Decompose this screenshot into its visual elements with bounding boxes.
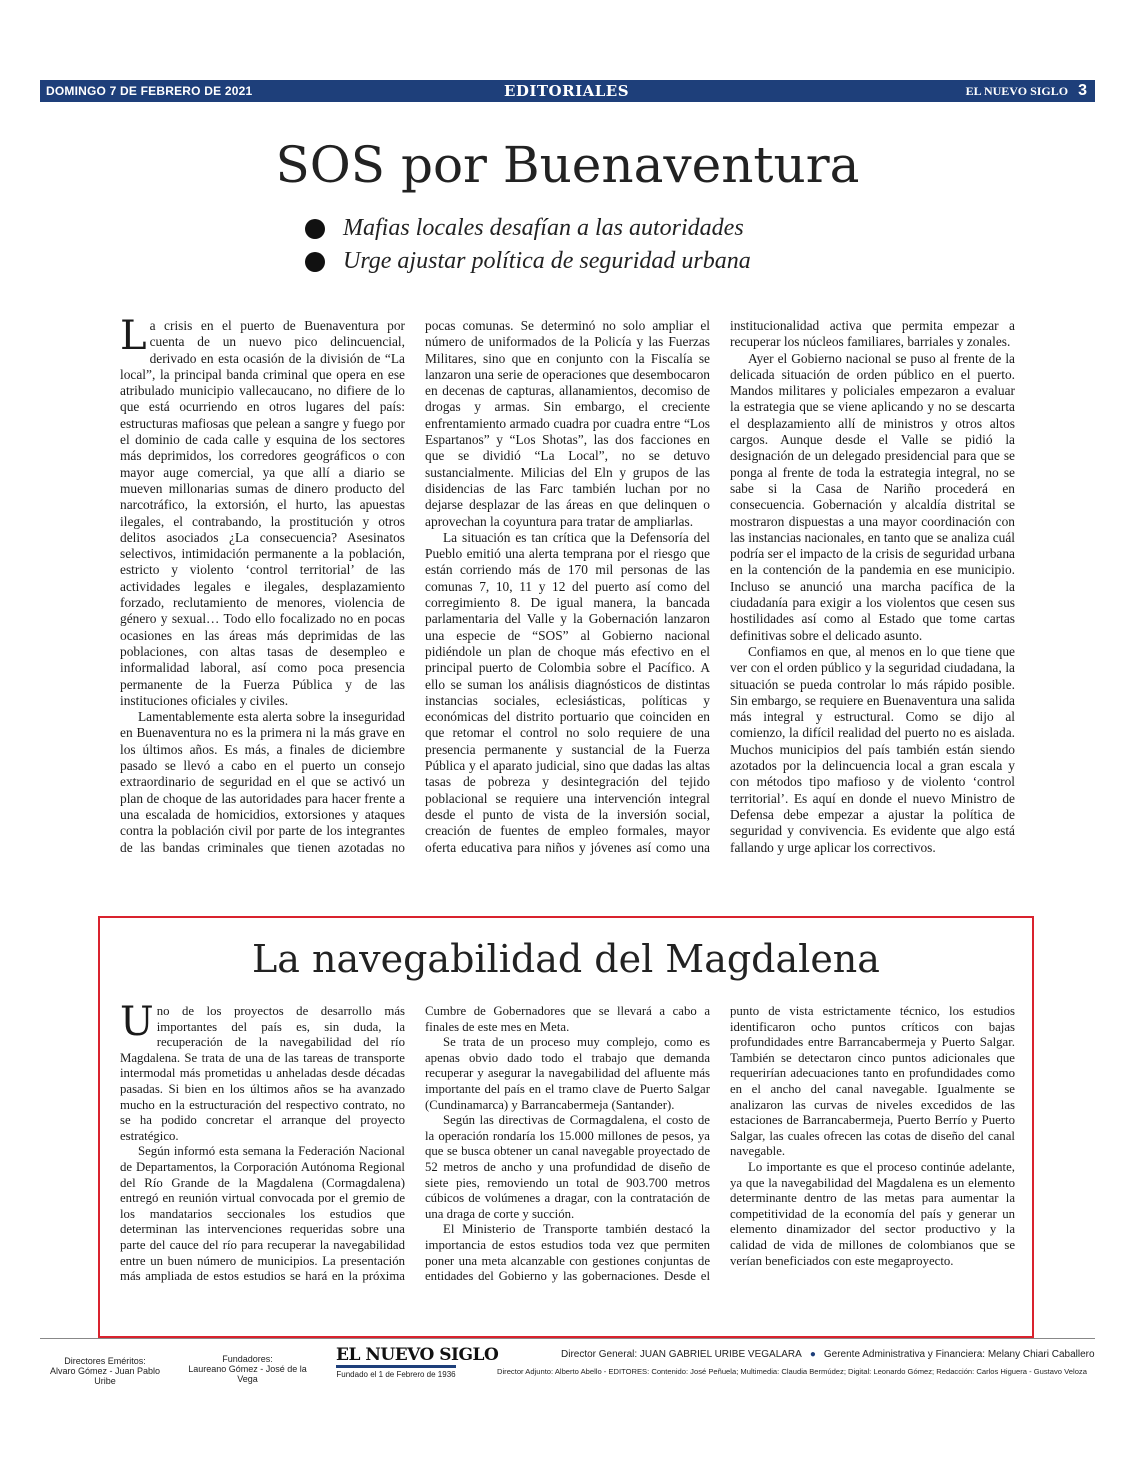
paragraph: Lamentablemente esta alerta sobre la inseguridad en Buenaventura no es la primera ni la más grave en los últimos años. Es más, a finales de diciembre pasado se llevó a cabo en el puerto un consejo extraordinario de seguridad en el que se activó un plan de choque de las autoridades para hacer frente a una escalada de homicidios, extorsiones y ataques contra la población civil por parte de los integrantes de las bandas criminales que tienen azotadas no pocas comunas. Se determinó no solo ampliar el número de uniformados de la Policía y las Fuerzas Militares, sino que en conjunto con la Fiscalía se lanzaron una serie de operaciones que desembocaron en decenas de capturas, allanamientos, decomiso de drogas y armas. Sin embargo, el creciente enfrentamiento armado cuadra por cuadra entre “Los Espartanos” y “Los Shotas”, las dos facciones en que se dividió “La Local”, no se detuvo sustancialmente. Milicias del Eln y grupos de las disidencias de las Farc también luchan por no dejarse desplazar de las áreas en que delinquen o aprovechan la coyuntura para tratar de ampliarlas. bbox=[120, 318, 710, 855]
header-paper-name: EL NUEVO SIGLO bbox=[965, 84, 1069, 98]
directores-names: Alvaro Gómez - Juan Pablo Uribe bbox=[49, 1366, 161, 1386]
drop-cap: U bbox=[120, 999, 154, 1045]
paragraph: El Ministerio de Transporte también destacó la importancia de estos estudios toda vez que permiten poner una meta alcanzable con gestiones conjuntas de entidades del Gobierno y las gobernaciones. Desde el punto de vista estrictamente técnico, los estudios identificaron ocho puntos críticos con bajas profundidades entre Barrancabermeja y Puerto Salgar. También se detectaron cinco puntos adicionales que requerirían adecuaciones tanto en profundidades como en el ancho del canal navegable. Igualmente se analizaron las curvas de niveles excedidos de las estaciones de Barrancabermeja, Puerto Berrío y Puerto Salgar, las cuales ofrecen las cotas de diseño del canal navegable. bbox=[425, 1004, 1015, 1284]
subhead-1: Mafias locales desafían a las autoridades bbox=[343, 215, 744, 241]
editorial-2-body bbox=[120, 999, 1015, 1324]
editorial-2-title: La navegabilidad del Magdalena bbox=[252, 937, 880, 981]
fundadores-names: Laureano Gómez - José de la Vega bbox=[188, 1364, 307, 1384]
drop-cap: L bbox=[120, 313, 147, 359]
director-general: Director General: JUAN GABRIEL URIBE VEGALARA bbox=[561, 1349, 802, 1360]
paragraph: Según las directivas de Cormagdalena, el costo de la operación rondaría los 15.000 millones de pesos, ya que se busca obtener un canal navegable proyectado de 52 metros de ancho y una profundidad de diseño de siete pies, removiendo un total de 903.700 metros cúbicos de volúmenes a dragar, con la contratación de una draga de corte y succión. bbox=[425, 1113, 710, 1221]
page-header-bar bbox=[40, 80, 1095, 102]
issue-date: DOMINGO 7 DE FEBRERO DE 2021 bbox=[46, 84, 253, 98]
footer-logo bbox=[336, 1345, 499, 1379]
paragraph: La situación es tan crítica que la Defensoría del Pueblo emitió una alerta temprana por el riesgo que están corriendo más de 170 mil personas de las comunas 7, 10, 11 y 12 del puerto así como del corregimiento 8. De igual manera, la bancada parlamentaria del Valle y la Gobernación lanzaron una especie de “SOS” al Gobierno nacional pidiéndole un plan de choque más efectivo en el principal puerto de Colombia sobre el Pacífico. A ello se suman los análisis diagnósticos de distintas instancias sociales, eclesiásticas, políticas y económicas del distrito portuario que coinciden en que retomar el control no solo requiere de una presencia permanente y sustancial de la Fuerza Pública y el aparato judicial, sino que dadas las altas tasas de pobreza y desintegración del tejido poblacional se requiere una intervención integral desde el punto de vista de la inversión social, creación de fuentes de empleo formales, mayor oferta educativa para niños y jóvenes así como una institucionalidad activa que permita empezar a recuperar los núcleos familiares, barriales y zonales. bbox=[425, 318, 1015, 855]
directores-label: Directores Eméritos: bbox=[64, 1356, 146, 1366]
bullet-dot-icon bbox=[305, 219, 325, 239]
paragraph: Se trata de un proceso muy complejo, como es apenas obvio dado todo el trabajo que demanda recuperar y asegurar la navegabilidad del afluente más importante del país en el tramo clave de Puerto Salgar (Cundinamarca) y Barrancabermeja (Santander). bbox=[425, 1035, 710, 1112]
staff-line-1 bbox=[497, 1349, 1097, 1360]
directores-block bbox=[40, 1350, 170, 1386]
subhead-item bbox=[305, 245, 751, 278]
gerente: Gerente Administrativa y Financiera: Melany Chiari Caballero bbox=[823, 1349, 1095, 1360]
bullet-dot-icon bbox=[305, 252, 325, 272]
section-title: EDITORIALES bbox=[503, 82, 630, 100]
footer-divider bbox=[40, 1338, 1095, 1339]
staff-line-2: Director Adjunto: Alberto Abello - EDITORES: Contenido: José Peñuela; Multimedia: Claudia Bermúdez; Digital: Leonardo Gómez; Redacción: Carlos Higuera - Gustavo Veloza bbox=[497, 1367, 1087, 1376]
paragraph: Confiamos en que, al menos en lo que tiene que ver con el orden público y la seguridad ciudadana, la situación se pueda controlar lo más rápido posible. Sin embargo, se requiere en Buenaventura una salida más integral y estructural. Como se dijo al comienzo, la difícil realidad del puerto no es aislada. Muchos municipios del país también están siendo azotados por la delincuencia local a gran escala y con métodos tipo mafioso y de violento ‘control territorial’. Es aquí en donde el nuevo Ministro de Defensa debe empezar a ajustar la política de seguridad y convivencia. Es evidente que algo está fallando y urge aplicar los correctivos. bbox=[730, 643, 1015, 855]
editorial-1-title: SOS por Buenaventura bbox=[275, 136, 860, 194]
paragraph: Lo importante es que el proceso continúe adelante, ya que la navegabilidad del Magdalena es un elemento determinante dentro de las metas para aumentar la competitividad de la economía del país y generar un elemento dinamizador del sector productivo y la calidad de vida de millones de colombianos que se verían beneficiados con este megaproyecto. bbox=[730, 1159, 1015, 1268]
paragraph bbox=[120, 999, 405, 1144]
logo-name: EL NUEVO SIGLO bbox=[336, 1345, 456, 1368]
separator-dot-icon: ● bbox=[809, 1349, 816, 1360]
subhead-item bbox=[305, 212, 751, 245]
paragraph-text: no de los proyectos de desarrollo más importantes del país es, sin duda, la recuperación de la navegabilidad del río Magdalena. Se trata de una de las tareas de transporte intermodal más prometidas u anheladas desde décadas pasadas. Si bien en los últimos años se ha avanzado mucho en la estructuración del respectivo contrato, no se ha podido concretar el arranque del proyecto estratégico. bbox=[120, 1004, 405, 1143]
founded-date: Fundado el 1 de Febrero de 1936 bbox=[336, 1370, 456, 1379]
paragraph: Ayer el Gobierno nacional se puso al frente de la delicada situación de orden público en el puerto. Mandos militares y policiales empezaron a evaluar la estrategia que se viene aplicando y no se descarta el desplazamiento allí de ministros y otros altos cargos. Aunque desde el Valle se pidió la designación de un delegado presidencial para que se ponga al frente de toda la estrategia integral, no se sabe si la Casa de Nariño procederá en consecuencia. Gobernación y alcaldía distrital se mostraron dispuestas a una mayor coordinación con las instancias nacionales, en tanto que se analiza cuál podría ser el impacto de la crisis de seguridad urbana en la contención de la pandemia en ese municipio. Incluso se anunció una marcha pacífica de la ciudadanía para exigir a los violentos que cesen sus hostilidades así como al Estado que tome cartas definitivas sobre el delicado asunto. bbox=[730, 350, 1015, 643]
newspaper-name bbox=[707, 82, 1095, 100]
editorial-1-subheads bbox=[305, 212, 751, 278]
staff-credits bbox=[497, 1349, 1097, 1376]
paragraph: Según informó esta semana la Federación Nacional de Departamentos, la Corporación Autónoma Regional del Río Grande de la Magdalena (Cormagdalena) entregó en reunión virtual convocada por el gremio de los mandatarios seccionales los estudios que determinan las intervenciones requeridas sobre una parte del cauce del río para recuperar la navegabilidad entre un buen número de municipios. La presentación más ampliada de estos estudios se hará en la próxima Cumbre de Gobernadores que se llevará a cabo a finales de este mes en Meta. bbox=[120, 1004, 710, 1284]
paragraph-text: a crisis en el puerto de Buenaventura por cuenta de un nuevo pico delincuencial, derivado en esta ocasión de la división de “La local”, la principal banda criminal que opera en ese atribulado municipio vallecaucano, no difiere de lo que está ocurriendo en otros lugares del país: estructuras mafiosas que pelean a sangre y fuego por el dominio de cada calle y esquina de los sectores más deprimidos, los corredores geográficos o con mayor auge comercial, ya que allí a diario se mueven millonarias sumas de dinero producto del narcotráfico, la extorsión, el hurto, las apuestas ilegales, el contrabando, la prostitución y otros delitos asociados ¿La consecuencia? Asesinatos selectivos, intimidación permanente a la población, estricto y violento ‘control territorial’ de las actividades legales e ilegales, desplazamiento forzado, reclutamiento de menores, violencia de género y sexual… Todo ello focalizado no en pocas ocasiones en las áreas más deprimidas de las poblaciones, con altas tasas de desempleo e informalidad laboral, así como poca presencia permanente de la Fuerza Pública y de las instituciones oficiales y civiles. bbox=[120, 318, 405, 708]
page-number: 3 bbox=[1078, 82, 1087, 99]
fundadores-label: Fundadores: bbox=[222, 1354, 273, 1364]
subhead-2: Urge ajustar política de seguridad urbana bbox=[343, 248, 751, 274]
editorial-1-body bbox=[120, 313, 1015, 910]
fundadores-block bbox=[180, 1350, 315, 1384]
paragraph bbox=[120, 313, 405, 709]
